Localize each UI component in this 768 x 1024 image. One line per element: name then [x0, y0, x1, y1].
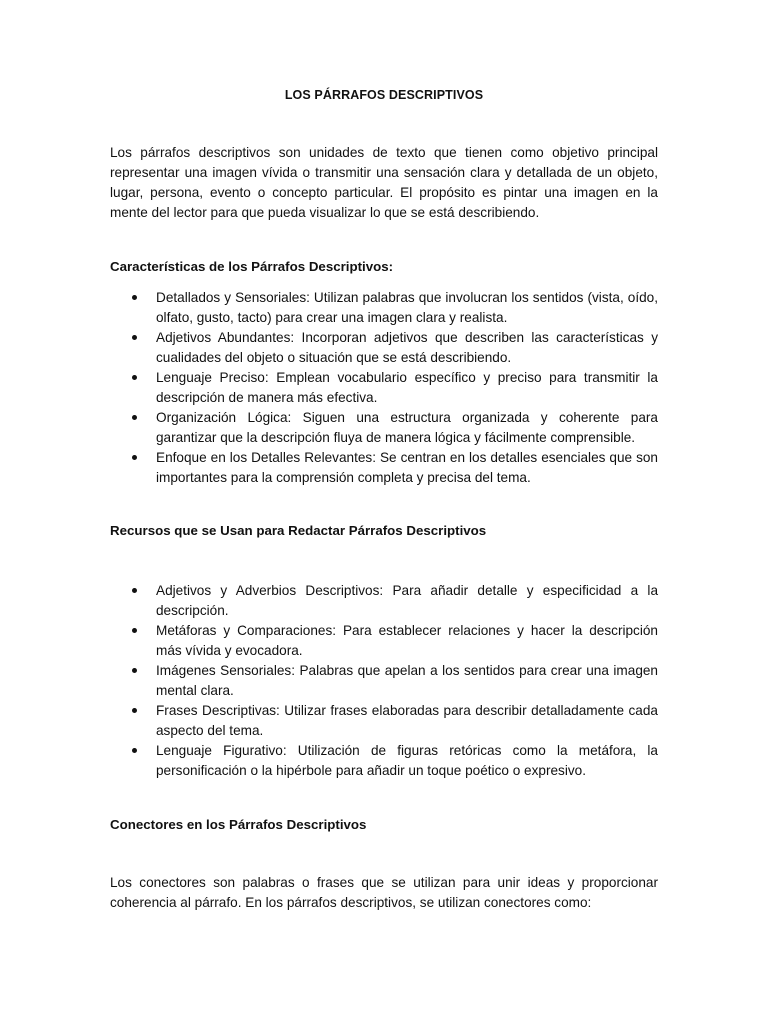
list-item — [110, 701, 658, 741]
intro-paragraph: Los párrafos descriptivos son unidades de texto que tienen como objetivo principal representar una imagen vívida o transmitir una sensación clara y detallada de un objeto, lugar, persona, evento o concepto particular. El propósito es pintar una imagen en la mente del lector para que pueda visualizar lo que se está describiendo. — [110, 145, 658, 220]
list-item-text: Adjetivos Abundantes: Incorporan adjetivos que describen las características y cualidades del objeto o situación que se está describiendo. — [156, 330, 658, 365]
bullet-icon — [132, 668, 137, 673]
list-item-text: Frases Descriptivas: Utilizar frases elaboradas para describir detalladamente cada aspecto del tema. — [156, 703, 658, 738]
list-item-text: Enfoque en los Detalles Relevantes: Se centran en los detalles esenciales que son importantes para la comprensión completa y precisa del tema. — [156, 450, 658, 485]
section-heading-conectores: Conectores en los Párrafos Descriptivos — [110, 817, 367, 832]
list-item-text: Lenguaje Preciso: Emplean vocabulario específico y preciso para transmitir la descripción de manera más efectiva. — [156, 370, 658, 405]
recursos-list — [110, 581, 658, 781]
caracteristicas-list — [110, 288, 658, 488]
list-item-text: Metáforas y Comparaciones: Para establecer relaciones y hacer la descripción más vívida y evocadora. — [156, 623, 658, 658]
list-item — [110, 661, 658, 701]
list-item — [110, 328, 658, 368]
bullet-icon — [132, 295, 137, 300]
section-heading-recursos: Recursos que se Usan para Redactar Párrafos Descriptivos — [110, 523, 487, 538]
list-item — [110, 581, 658, 621]
list-item — [110, 408, 658, 448]
list-item-text: Imágenes Sensoriales: Palabras que apelan a los sentidos para crear una imagen mental clara. — [156, 663, 658, 698]
bullet-icon — [132, 415, 137, 420]
list-item-text: Organización Lógica: Siguen una estructura organizada y coherente para garantizar que la descripción fluya de manera lógica y fácilmente comprensible. — [156, 410, 658, 445]
bullet-icon — [132, 628, 137, 633]
list-item-text: Detallados y Sensoriales: Utilizan palabras que involucran los sentidos (vista, oído, olfato, gusto, tacto) para crear una imagen clara y realista. — [156, 290, 658, 325]
bullet-icon — [132, 455, 137, 460]
conectores-paragraph: Los conectores son palabras o frases que se utilizan para unir ideas y proporcionar coherencia al párrafo. En los párrafos descriptivos, se utilizan conectores como: — [110, 875, 658, 910]
list-item-text: Lenguaje Figurativo: Utilización de figuras retóricas como la metáfora, la personificación o la hipérbole para añadir un toque poético o expresivo. — [156, 743, 658, 778]
list-item — [110, 368, 658, 408]
section-heading-caracteristicas: Características de los Párrafos Descriptivos: — [110, 259, 394, 274]
bullet-icon — [132, 375, 137, 380]
list-item — [110, 621, 658, 661]
document-title: LOS PÁRRAFOS DESCRIPTIVOS — [284, 88, 484, 102]
bullet-icon — [132, 748, 137, 753]
bullet-icon — [132, 335, 137, 340]
bullet-icon — [132, 708, 137, 713]
bullet-icon — [132, 588, 137, 593]
list-item — [110, 288, 658, 328]
list-item — [110, 741, 658, 781]
list-item — [110, 448, 658, 488]
list-item-text: Adjetivos y Adverbios Descriptivos: Para añadir detalle y especificidad a la descripción. — [156, 583, 658, 618]
